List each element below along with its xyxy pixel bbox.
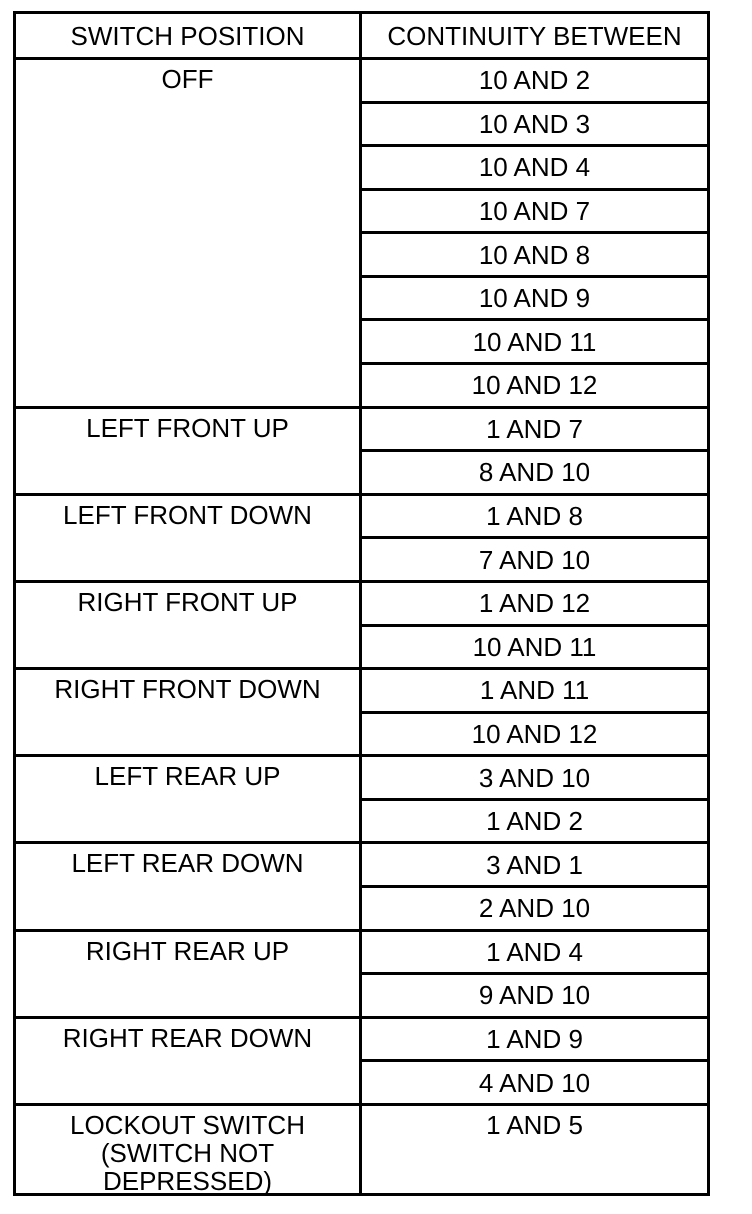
position-left-rear-down: LEFT REAR DOWN bbox=[16, 844, 362, 931]
continuity-cell: 2 AND 10 bbox=[362, 888, 707, 932]
position-left-rear-up: LEFT REAR UP bbox=[16, 757, 362, 844]
continuity-cell: 1 AND 9 bbox=[362, 1019, 707, 1063]
lockout-line: LOCKOUT SWITCH bbox=[70, 1109, 305, 1140]
continuity-cell: 10 AND 9 bbox=[362, 278, 707, 322]
position-right-rear-down: RIGHT REAR DOWN bbox=[16, 1019, 362, 1106]
continuity-cell: 8 AND 10 bbox=[362, 452, 707, 496]
continuity-cell: 10 AND 4 bbox=[362, 147, 707, 191]
lockout-line: DEPRESSED) bbox=[102, 1165, 273, 1196]
header-continuity-between: CONTINUITY BETWEEN bbox=[362, 14, 707, 60]
header-switch-position: SWITCH POSITION bbox=[16, 14, 362, 60]
continuity-cell: 9 AND 10 bbox=[362, 975, 707, 1019]
continuity-cell: 1 AND 12 bbox=[362, 583, 707, 627]
position-right-front-down: RIGHT FRONT DOWN bbox=[16, 670, 362, 757]
position-left-front-down: LEFT FRONT DOWN bbox=[16, 496, 362, 583]
continuity-cell: 10 AND 12 bbox=[362, 714, 707, 758]
continuity-cell: 10 AND 2 bbox=[362, 60, 707, 104]
continuity-cell: 10 AND 11 bbox=[362, 321, 707, 365]
continuity-cell: 1 AND 5 bbox=[486, 1109, 583, 1140]
continuity-cell: 10 AND 12 bbox=[362, 365, 707, 409]
continuity-cell: 3 AND 10 bbox=[362, 757, 707, 801]
position-off: OFF bbox=[16, 60, 362, 409]
continuity-cell: 3 AND 1 bbox=[362, 844, 707, 888]
position-right-rear-up: RIGHT REAR UP bbox=[16, 932, 362, 1019]
continuity-cell: 1 AND 8 bbox=[362, 496, 707, 540]
continuity-cell: 10 AND 7 bbox=[362, 191, 707, 235]
continuity-cell: 10 AND 11 bbox=[362, 627, 707, 671]
position-right-front-up: RIGHT FRONT UP bbox=[16, 583, 362, 670]
continuity-cell: 4 AND 10 bbox=[362, 1062, 707, 1106]
continuity-cell: 1 AND 11 bbox=[362, 670, 707, 714]
position-left-front-up: LEFT FRONT UP bbox=[16, 409, 362, 496]
continuity-cell: 10 AND 3 bbox=[362, 104, 707, 148]
continuity-cell: 1 AND 4 bbox=[362, 932, 707, 976]
continuity-cell: 7 AND 10 bbox=[362, 539, 707, 583]
position-lockout-switch bbox=[16, 1106, 362, 1196]
lockout-line: (SWITCH NOT bbox=[100, 1137, 275, 1168]
continuity-table bbox=[13, 11, 710, 1196]
continuity-cell: 1 AND 2 bbox=[362, 801, 707, 845]
continuity-cell: 1 AND 7 bbox=[362, 409, 707, 453]
continuity-cell: 10 AND 8 bbox=[362, 234, 707, 278]
